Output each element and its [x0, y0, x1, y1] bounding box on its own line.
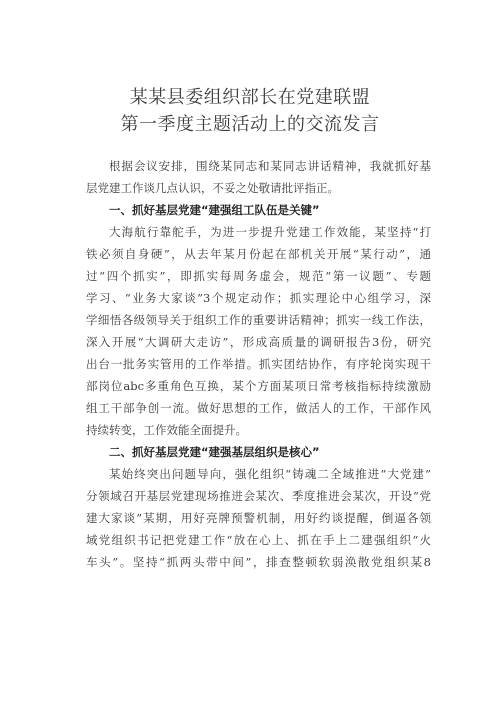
paragraph-line: 铁必须自身硬”，从去年某月份起在部机关开展“某行动”，通: [86, 247, 431, 261]
paragraph-line: 持续转变，工作效能全面提升。: [86, 423, 247, 437]
paragraph-line: 部岗位abc多重角色互换，某个方面某项日常考核指标持续激励: [86, 379, 431, 393]
document-title-line-2: 第一季度主题活动上的交流发言: [120, 114, 380, 135]
paragraph-line: 学习、“业务大家谈”3个规定动作；抓实理论中心组学习，深: [86, 291, 431, 305]
document-body: [86, 155, 431, 573]
paragraph-line: 出台一批务实管用的工作举措。抓实团结协作，有序轮岗实现干: [86, 357, 431, 371]
intro-line: 根据会议安排，围绕某同志和某同志讲话精神，我就抓好基: [109, 159, 431, 173]
section-heading-1: 一、抓好基层党建“建强组工队伍是关键”: [109, 203, 320, 217]
paragraph-line: 某始终突出问题导向，强化组织“铸魂二全域推进“大党建”: [109, 467, 431, 481]
paragraph-line: 大海航行靠舵手，为进一步提升党建工作效能，某坚持“打: [109, 225, 431, 239]
intro-line: 层党建工作谈几点认识，不妥之处敬请批评指正。: [86, 181, 339, 195]
section-heading-2: 二、抓好基层党建“建强基层组织是核心”: [109, 445, 320, 459]
paragraph-line: 组工干部争创一流。做好思想的工作，做活人的工作，干部作风: [86, 401, 431, 415]
paragraph-line: 域党组织书记把党建工作“放在心上、抓在手上二建强组织“火: [86, 533, 431, 547]
document-title-line-1: 某某县委组织部长在党建联盟: [129, 87, 371, 108]
paragraph-line: 学细悟各级领导关于组织工作的重要讲话精神；抓实一线工作法，: [86, 313, 431, 327]
paragraph-line: 建大家谈”某期，用好亮牌预警机制，用好约谈提醒，倒逼各领: [86, 511, 431, 525]
paragraph-line: 过“四个抓实”，即抓实每周务虚会，规范“第一议题”、专题: [86, 269, 431, 283]
paragraph-line: 深入开展“大调研大走访”，形成高质量的调研报告3份，研究: [86, 335, 431, 349]
paragraph-line: 车头”。坚持“抓两头带中间”，排查整顿软弱涣散党组织某8: [86, 555, 431, 569]
paragraph-line: 分领域召开基层党建现场推进会某次、季度推进会某次，开设“党: [86, 489, 431, 503]
